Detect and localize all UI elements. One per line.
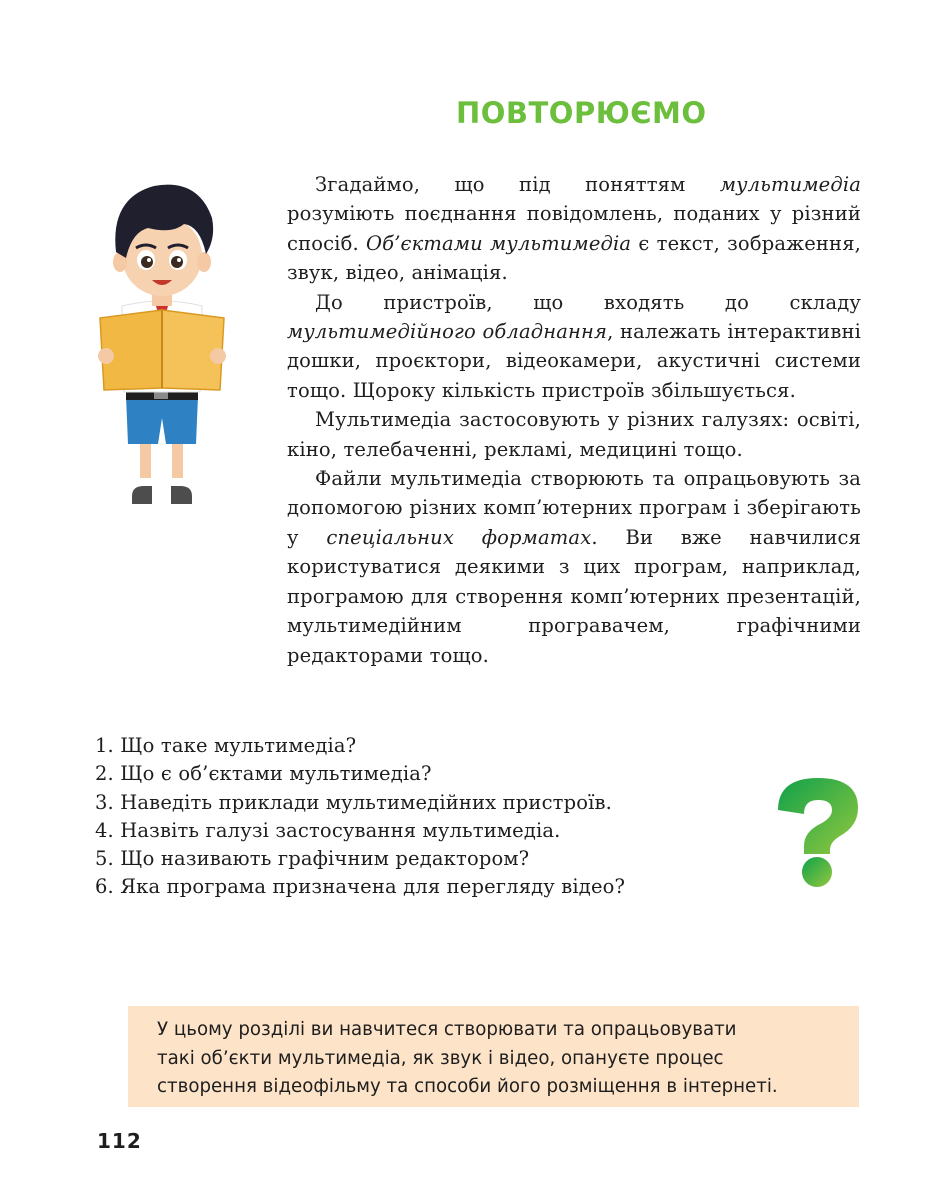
question-item: 6. Яка програма призначена для перегляду відео? bbox=[95, 875, 626, 899]
info-line: У цьому розділі ви навчитеся створювати та опрацьовувати bbox=[157, 1019, 737, 1040]
question-item: 5. Що називають графічним редактором? bbox=[95, 847, 530, 871]
paragraph-4: Файли мультимедіа створюють та опрацьовують за допомогою різних комп’ютерних програм і зберігають у спеціальних форматах. Ви вже навчилися користуватися деякими з цих програм, наприклад, програмою для створення комп’ютерних презентацій, мультимедійним програвачем, графічними редакторами тощо. bbox=[287, 467, 862, 667]
question-item: 4. Назвіть галузі застосування мультимедіа. bbox=[95, 818, 561, 842]
paragraph-2: До пристроїв, що входять до складу мультимедійного обладнання, належать інтерактивні дошки, проєктори, відеокамери, акустичні системи тощо. Щороку кількість пристроїв збільшується. bbox=[287, 290, 861, 402]
info-line: такі об’єкти мультимедіа, як звук і відео, опануєте процес bbox=[157, 1047, 724, 1069]
paragraph-3: Мультимедіа застосовують у різних галузях: освіті, кіно, телебаченні, рекламі, медицині тощо. bbox=[287, 408, 861, 461]
paragraph-1: Згадаймо, що під поняттям мультимедіа розуміють поєднання повідомлень, поданих у різний спосіб. Об’єктами мультимедіа є текст, зображення, звук, відео, анімація. bbox=[287, 173, 861, 285]
question-item: 2. Що є об’єктами мультимедіа? bbox=[95, 762, 432, 786]
question-mark-icon bbox=[770, 774, 866, 890]
question-item: 3. Наведіть приклади мультимедійних пристроїв. bbox=[95, 790, 612, 814]
question-item: 1. Що таке мультимедіа? bbox=[95, 734, 357, 757]
boy-reading-book-icon bbox=[92, 178, 232, 518]
section-heading: ПОВТОРЮЄМО bbox=[456, 96, 707, 130]
question-list bbox=[95, 732, 735, 902]
info-line: створення відеофільму та способи його розміщення в інтернеті. bbox=[157, 1076, 778, 1098]
main-text bbox=[287, 170, 861, 670]
page-number: 112 bbox=[97, 1129, 142, 1153]
info-box bbox=[128, 1006, 859, 1107]
